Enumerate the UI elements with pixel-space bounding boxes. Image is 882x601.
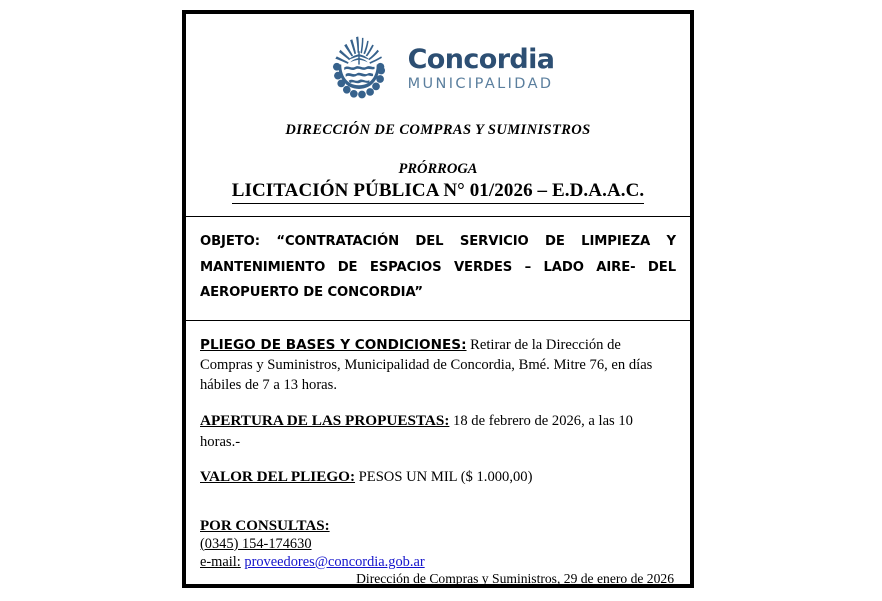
municipality-logo xyxy=(322,32,555,106)
valor-label: VALOR DEL PLIEGO: xyxy=(200,467,356,485)
document-body xyxy=(186,321,690,592)
email-label: e-mail: xyxy=(200,553,241,570)
valor-text: PESOS UN MIL ($ 1.000,00) xyxy=(355,468,533,485)
valor-paragraph xyxy=(200,467,676,488)
apertura-paragraph xyxy=(200,411,676,452)
objeto-body: “CONTRATACIÓN DEL SERVICIO DE LIMPIEZA Y MANTENIMIENTO DE ESPACIOS VERDES – LADO AIRE- DEL AEROPUERTO DE CONCORDIA” xyxy=(200,234,676,301)
email-link[interactable]: proveedores@concordia.gob.ar xyxy=(244,553,425,570)
objeto-section xyxy=(186,217,690,320)
pliego-text: Retirar de la Dirección de Compras y Suministros, Municipalidad de Concordia, Bmé. Mitre 76, en días hábiles de 7 a 13 horas. xyxy=(200,337,653,394)
consultas-email-line xyxy=(200,554,676,571)
concordia-sun-water-gear-emblem xyxy=(322,32,396,106)
logo-wordmark-subtitle: MUNICIPALIDAD xyxy=(407,76,554,93)
logo-wordmark-main: Concordia xyxy=(407,44,555,76)
consultas-phone[interactable]: (0345) 154-174630 xyxy=(200,535,312,552)
objeto-text xyxy=(200,229,676,306)
notice-type-line: PRÓRROGA xyxy=(398,161,478,177)
document-footer: Dirección de Compras y Suministros, 29 de enero de 2026 xyxy=(356,570,674,586)
objeto-label: OBJETO: xyxy=(200,234,260,249)
department-line: DIRECCIÓN DE COMPRAS Y SUMINISTROS xyxy=(285,122,591,138)
apertura-text: 18 de febrero de 2026, a las 10 horas.- xyxy=(200,412,633,450)
pliego-label: PLIEGO DE BASES Y CONDICIONES: xyxy=(200,337,467,354)
tender-title: LICITACIÓN PÚBLICA N° 01/2026 – E.D.A.A.C. xyxy=(232,180,645,204)
consultas-title: POR CONSULTAS: xyxy=(200,517,330,534)
logo-wordmark xyxy=(408,46,555,92)
document-header xyxy=(186,14,690,112)
apertura-label: APERTURA DE LAS PROPUESTAS: xyxy=(200,411,450,429)
announcement-document xyxy=(182,10,694,588)
pliego-paragraph xyxy=(200,335,676,395)
consultas-section xyxy=(200,518,676,571)
title-block xyxy=(186,112,690,216)
